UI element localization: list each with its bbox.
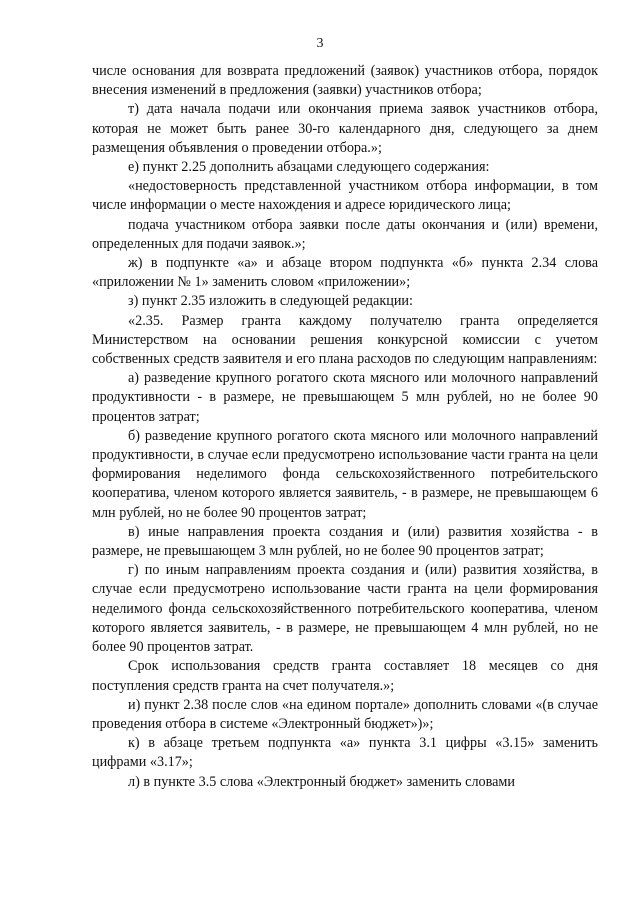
paragraph: г) по иным направлениям проекта создания и (или) развития хозяйства, в случае если предусмотрено использование части гранта на цели формирования неделимого фонда сельскохозяйственного потребительского кооператива, членом которого является заявитель, - в размере, не превышающем 4 млн рублей, но не более 90 процентов затрат. bbox=[92, 562, 598, 656]
paragraph: «2.35. Размер гранта каждому получателю гранта определяется Министерством на основании решения конкурсной комиссии с учетом собственных средств заявителя и его плана расходов по следующим направлениям: bbox=[92, 312, 598, 368]
paragraph: з) пункт 2.35 изложить в следующей редакции: bbox=[128, 293, 413, 310]
paragraph: т) дата начала подачи или окончания приема заявок участников отбора, которая не может быть ранее 30-го календарного дня, следующего за днем размещения объявления о проведении отбора.»; bbox=[92, 101, 598, 156]
paragraph: ж) в подпункте «а» и абзаце втором подпункта «б» пункта 2.34 слова «приложении № 1» заменить словом «приложении»; bbox=[92, 255, 598, 291]
paragraph: б) разведение крупного рогатого скота мясного или молочного направлений продуктивности, в случае если предусмотрено использование части гранта на цели формирования неделимого фонда сельскохозяйственного потребительского кооператива, членом которого является заявитель, - в размере, не превышающем 6 млн рублей, но не более 90 процентов затрат; bbox=[92, 427, 598, 521]
document-body bbox=[92, 62, 598, 792]
paragraph: а) разведение крупного рогатого скота мясного или молочного направлений продуктивности - в размере, не превышающем 5 млн рублей, но не более 90 процентов затрат; bbox=[92, 370, 598, 425]
paragraph: е) пункт 2.25 дополнить абзацами следующего содержания: bbox=[128, 159, 490, 176]
paragraph: в) иные направления проекта создания и (или) развития хозяйства - в размере, не превышающем 3 млн рублей, но не более 90 процентов затрат; bbox=[92, 523, 598, 560]
paragraph: и) пункт 2.38 после слов «на едином портале» дополнить словами «(в случае проведения отбора в системе «Электронный бюджет»)»; bbox=[92, 696, 598, 732]
paragraph: Срок использования средств гранта составляет 18 месяцев со дня поступления средств гранта на счет получателя.»; bbox=[92, 658, 598, 694]
paragraph: «недостоверность представленной участником отбора информации, в том числе информации о месте нахождения и адресе юридического лица; bbox=[92, 178, 598, 214]
paragraph: числе основания для возврата предложений (заявок) участников отбора, порядок внесения изменений в предложения (заявки) участников отбора; bbox=[92, 63, 598, 99]
page-number: 3 bbox=[316, 36, 324, 51]
paragraph: к) в абзаце третьем подпункта «а» пункта 3.1 цифры «3.15» заменить цифрами «3.17»; bbox=[92, 735, 598, 771]
paragraph: л) в пункте 3.5 слова «Электронный бюджет» заменить словами bbox=[128, 773, 516, 790]
paragraph: подача участником отбора заявки после даты окончания и (или) времени, определенных для подачи заявок.»; bbox=[92, 216, 598, 252]
